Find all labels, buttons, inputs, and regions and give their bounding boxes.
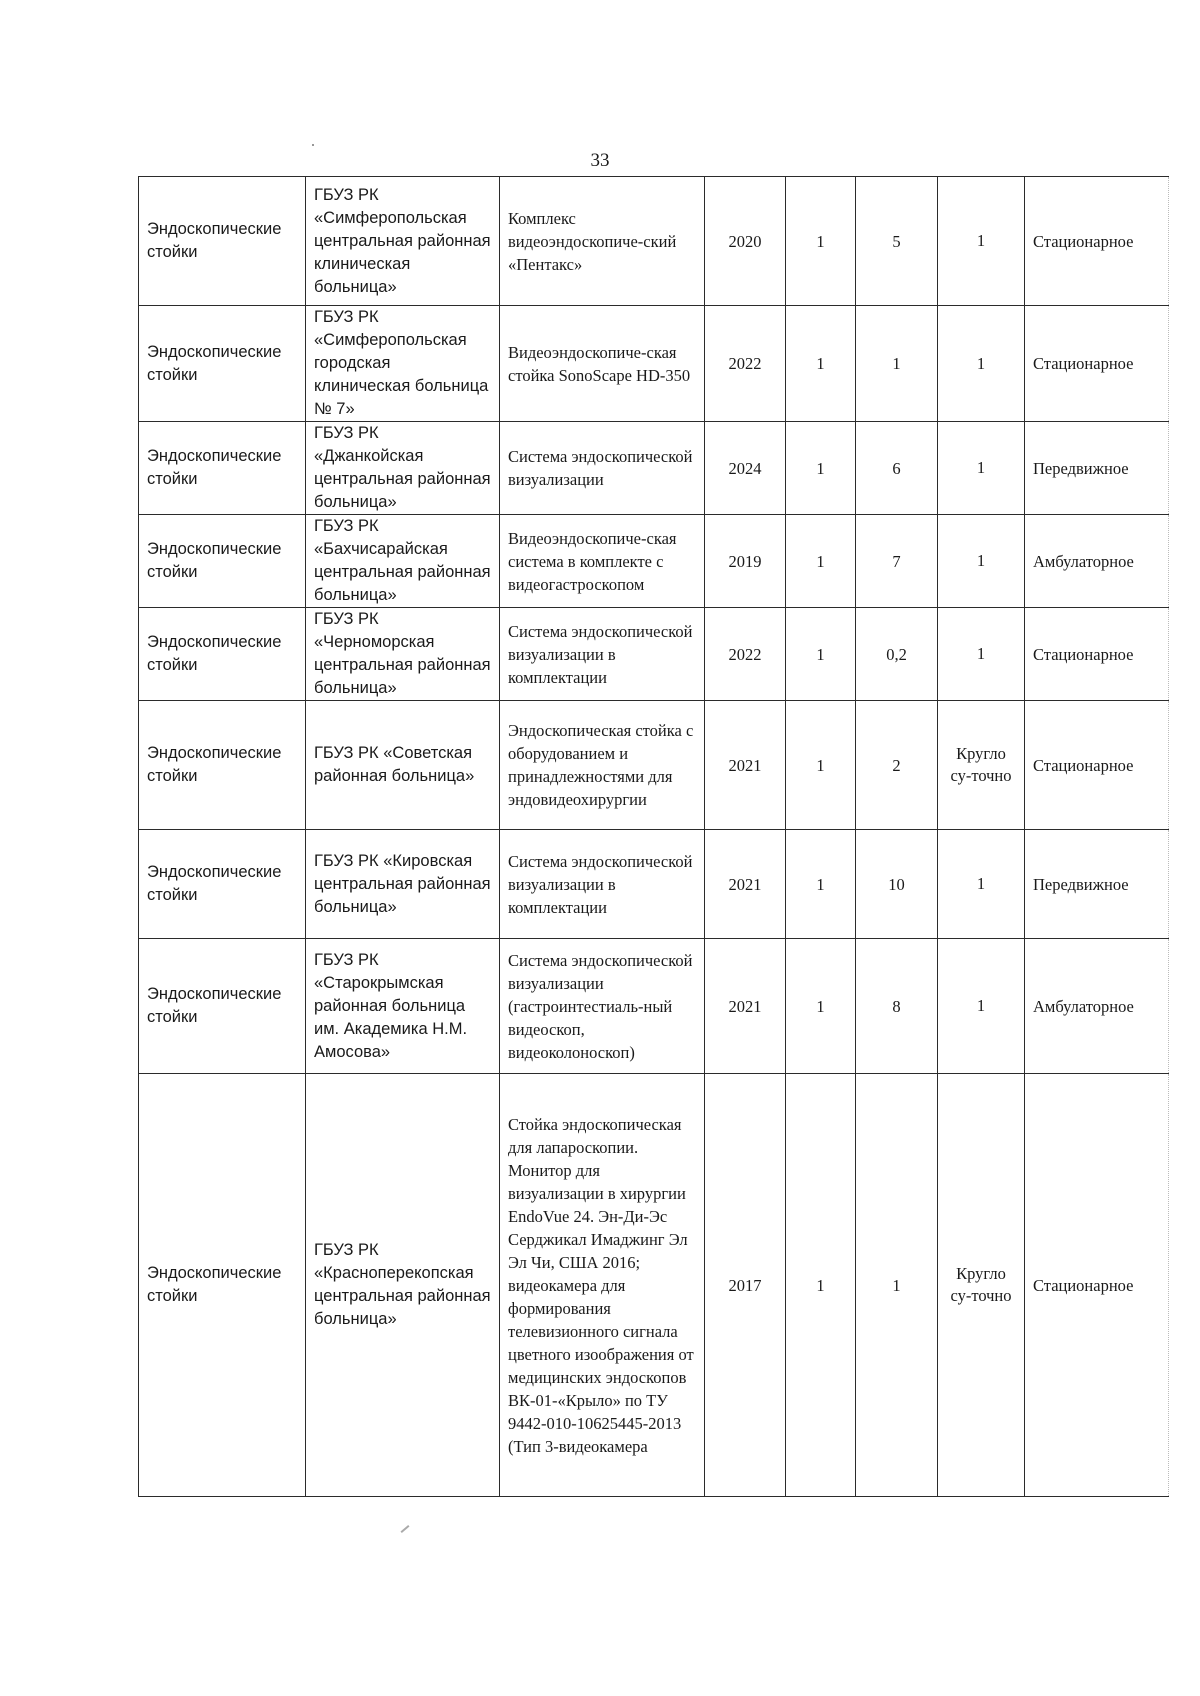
cell-quantity: 1 xyxy=(786,608,856,701)
table-body xyxy=(139,177,1169,1497)
cell-value: 1 xyxy=(856,1074,938,1497)
scan-speck xyxy=(312,144,314,146)
cell-institution: ГБУЗ РК «Симферопольская центральная районная клиническая больница» xyxy=(306,177,500,306)
cell-type: Передвижное xyxy=(1025,422,1169,515)
cell-category: Эндоскопические стойки xyxy=(139,1074,306,1497)
cell-institution: ГБУЗ РК «Кировская центральная районная больница» xyxy=(306,830,500,939)
cell-equipment: Стойка эндоскопическая для лапароскопии. Монитор для визуализации в хирургии EndoVue 24. Эн-Ди-Эс Серджикал Имаджинг Эл Эл Чи, США 2016; видеокамера для формирования телевизионного сигнала цветного изоображения от медицинских эндоскопов ВК-01-«Крыло» по ТУ 9442-010-10625445-2013 (Тип 3-видеокамера xyxy=(500,1074,705,1497)
table-row xyxy=(139,306,1169,422)
cell-category: Эндоскопические стойки xyxy=(139,939,306,1074)
cell-value: 5 xyxy=(856,177,938,306)
cell-type: Стационарное xyxy=(1025,1074,1169,1497)
cell-quantity: 1 xyxy=(786,939,856,1074)
cell-type: Амбулаторное xyxy=(1025,515,1169,608)
equipment-table xyxy=(138,176,1169,1497)
table-row xyxy=(139,515,1169,608)
cell-category: Эндоскопические стойки xyxy=(139,830,306,939)
cell-institution: ГБУЗ РК «Черноморская центральная районная больница» xyxy=(306,608,500,701)
cell-category: Эндоскопические стойки xyxy=(139,701,306,830)
cell-mode: 1 xyxy=(938,177,1025,306)
cell-mode: 1 xyxy=(938,939,1025,1074)
cell-quantity: 1 xyxy=(786,177,856,306)
cell-equipment: Система эндоскопической визуализации в комплектации xyxy=(500,608,705,701)
cell-type: Стационарное xyxy=(1025,306,1169,422)
cell-year: 2020 xyxy=(705,177,786,306)
cell-institution: ГБУЗ РК «Советская районная больница» xyxy=(306,701,500,830)
cell-institution: ГБУЗ РК «Симферопольская городская клиническая больница № 7» xyxy=(306,306,500,422)
cell-mode: 1 xyxy=(938,306,1025,422)
cell-equipment: Система эндоскопической визуализации (гастроинтестиаль-ный видеоскоп, видеоколоноскоп) xyxy=(500,939,705,1074)
cell-value: 0,2 xyxy=(856,608,938,701)
table-row xyxy=(139,1074,1169,1497)
cell-equipment: Видеоэндоскопиче-ская стойка SonoScape HD-350 xyxy=(500,306,705,422)
cell-mode: 1 xyxy=(938,515,1025,608)
cell-category: Эндоскопические стойки xyxy=(139,177,306,306)
cell-equipment: Система эндоскопической визуализации xyxy=(500,422,705,515)
cell-equipment: Эндоскопическая стойка с оборудованием и принадлежностями для эндовидеохирургии xyxy=(500,701,705,830)
table-row xyxy=(139,701,1169,830)
table-row xyxy=(139,177,1169,306)
cell-type: Амбулаторное xyxy=(1025,939,1169,1074)
cell-category: Эндоскопические стойки xyxy=(139,422,306,515)
cell-type: Стационарное xyxy=(1025,177,1169,306)
cell-value: 2 xyxy=(856,701,938,830)
cell-year: 2019 xyxy=(705,515,786,608)
cell-year: 2022 xyxy=(705,306,786,422)
table-row xyxy=(139,422,1169,515)
cell-value: 10 xyxy=(856,830,938,939)
cell-institution: ГБУЗ РК «Старокрымская районная больница им. Академика Н.М. Амосова» xyxy=(306,939,500,1074)
cell-quantity: 1 xyxy=(786,422,856,515)
cell-value: 8 xyxy=(856,939,938,1074)
cell-quantity: 1 xyxy=(786,515,856,608)
cell-value: 6 xyxy=(856,422,938,515)
cell-category: Эндоскопические стойки xyxy=(139,515,306,608)
scan-mark xyxy=(401,1525,410,1533)
cell-year: 2021 xyxy=(705,830,786,939)
table-row xyxy=(139,939,1169,1074)
cell-institution: ГБУЗ РК «Бахчисарайская центральная районная больница» xyxy=(306,515,500,608)
table-row xyxy=(139,608,1169,701)
cell-year: 2022 xyxy=(705,608,786,701)
cell-value: 7 xyxy=(856,515,938,608)
cell-category: Эндоскопические стойки xyxy=(139,608,306,701)
cell-category: Эндоскопические стойки xyxy=(139,306,306,422)
cell-year: 2021 xyxy=(705,701,786,830)
table-row xyxy=(139,830,1169,939)
cell-mode: Кругло су-точно xyxy=(938,701,1025,830)
cell-type: Стационарное xyxy=(1025,701,1169,830)
cell-mode: 1 xyxy=(938,608,1025,701)
cell-equipment: Видеоэндоскопиче-ская система в комплекте с видеогастроскопом xyxy=(500,515,705,608)
cell-year: 2024 xyxy=(705,422,786,515)
cell-quantity: 1 xyxy=(786,830,856,939)
cell-mode: 1 xyxy=(938,830,1025,939)
cell-type: Стационарное xyxy=(1025,608,1169,701)
cell-equipment: Система эндоскопической визуализации в комплектации xyxy=(500,830,705,939)
cell-equipment: Комплекс видеоэндоскопиче-ский «Пентакс» xyxy=(500,177,705,306)
cell-type: Передвижное xyxy=(1025,830,1169,939)
cell-value: 1 xyxy=(856,306,938,422)
cell-institution: ГБУЗ РК «Красноперекопская центральная районная больница» xyxy=(306,1074,500,1497)
cell-quantity: 1 xyxy=(786,701,856,830)
cell-institution: ГБУЗ РК «Джанкойская центральная районная больница» xyxy=(306,422,500,515)
cell-year: 2017 xyxy=(705,1074,786,1497)
cell-year: 2021 xyxy=(705,939,786,1074)
cell-mode: 1 xyxy=(938,422,1025,515)
page-number: 33 xyxy=(590,150,610,171)
cell-quantity: 1 xyxy=(786,1074,856,1497)
cell-mode: Кругло су-точно xyxy=(938,1074,1025,1497)
cell-quantity: 1 xyxy=(786,306,856,422)
